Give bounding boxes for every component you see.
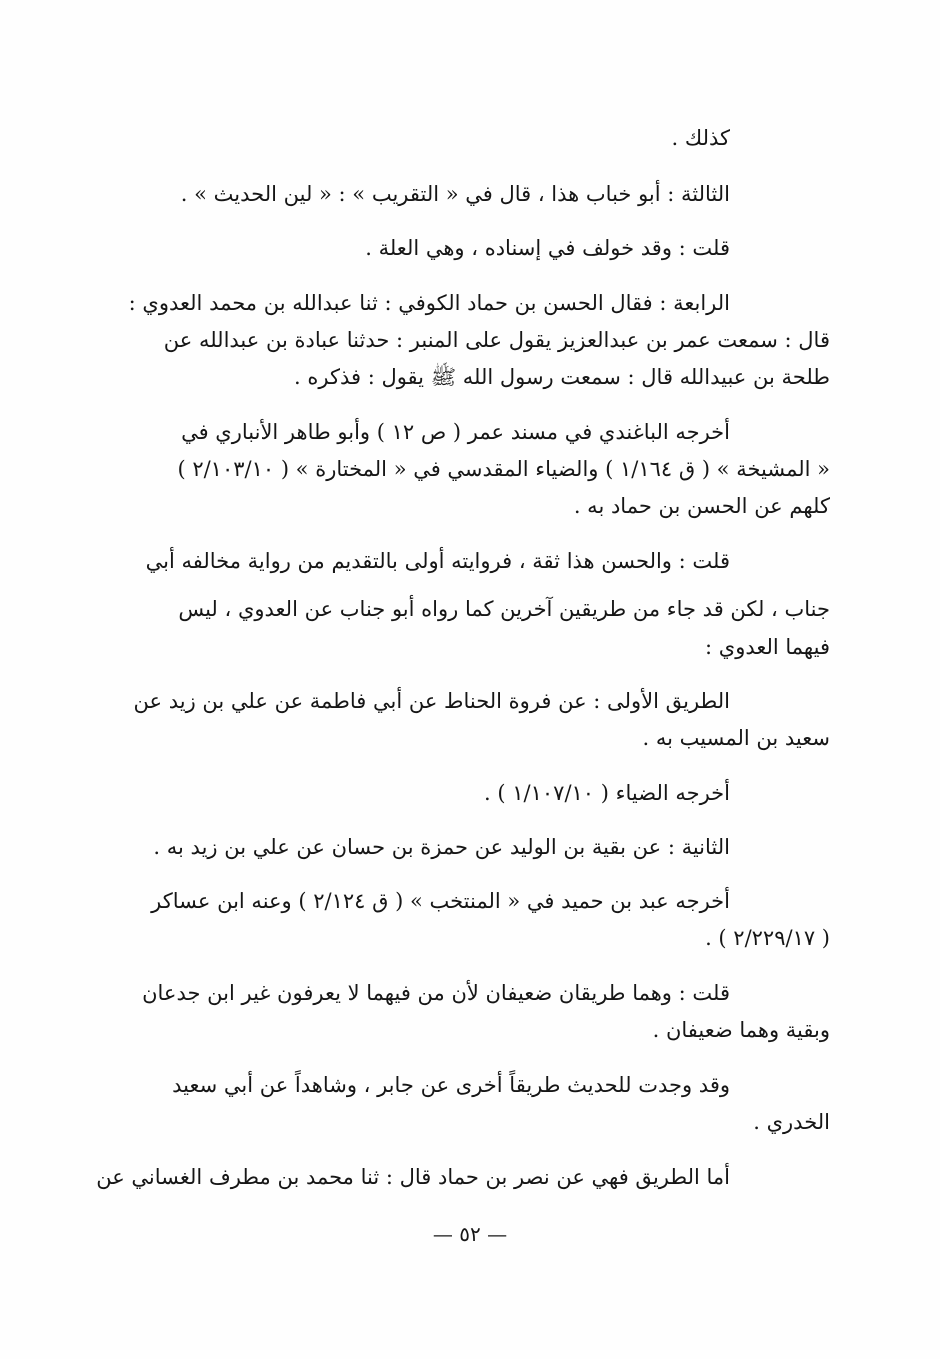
text-line: أخرجه عبد بن حميد في « المنتخب » ( ق ٢/١٢٤ ) وعنه ابن عساكر (151, 889, 730, 913)
text-line: كلهم عن الحسن بن حماد به . (573, 494, 830, 518)
text-line: جناب ، لكن قد جاء من طريقين آخرين كما رواه أبو جناب عن العدوي ، ليس (178, 597, 830, 621)
text-line: الثالثة : أبو خباب هذا ، قال في « التقريب » : « لين الحديث » . (180, 182, 730, 206)
page-number: — ٥٢ — (432, 1222, 508, 1246)
text-line: أخرجه الباغندي في مسند عمر ( ص ١٢ ) وأبو طاهر الأنباري في (181, 420, 730, 444)
text-line: طلحة بن عبيدالله قال : سمعت رسول الله ﷺ يقول : فذكره . (294, 365, 830, 389)
text-line: سعيد بن المسيب به . (642, 726, 830, 750)
text-line: الطريق الأولى : عن فروة الحناط عن أبي فاطمة عن علي بن زيد عن (133, 689, 730, 713)
text-line: « المشيخة » ( ق ١/١٦٤ ) والضياء المقدسي في « المختارة » ( ٢/١٠٣/١٠ ) (177, 457, 830, 481)
text-line: قلت : وهما طريقان ضعيفان لأن من فيهما لا يعرفون غير ابن جدعان (142, 981, 730, 1005)
text-line: وقد وجدت للحديث طريقاً أخرى عن جابر ، وشاهداً عن أبي سعيد (172, 1073, 730, 1097)
text-line: فيهما العدوي : (705, 635, 830, 659)
text-line: أما الطريق فهي عن نصر بن حماد قال : ثنا محمد بن مطرف الغساني عن (96, 1165, 730, 1189)
text-line: الرابعة : فقال الحسن بن حماد الكوفي : ثنا عبدالله بن محمد العدوي : (128, 291, 730, 315)
text-line: ( ٢/٢٢٩/١٧ ) . (705, 926, 830, 950)
text-line: الخدري . (753, 1110, 830, 1134)
text-line: أخرجه الضياء ( ١/١٠٧/١٠ ) . (484, 781, 730, 805)
text-line: قال : سمعت عمر بن عبدالعزيز يقول على المنبر : حدثنا عبادة بن عبدالله عن (163, 328, 830, 352)
text-line: الثانية : عن بقية بن الوليد عن حمزة بن حسان عن علي بن زيد به . (153, 835, 730, 859)
text-line: قلت : والحسن هذا ثقة ، فروايته أولى بالتقديم من رواية مخالفه أبي (145, 549, 730, 573)
text-line: قلت : وقد خولف في إسناده ، وهي العلة . (365, 236, 730, 260)
text-line: كذلك . (671, 126, 730, 150)
text-line: وبقية وهما ضعيفان . (652, 1018, 830, 1042)
